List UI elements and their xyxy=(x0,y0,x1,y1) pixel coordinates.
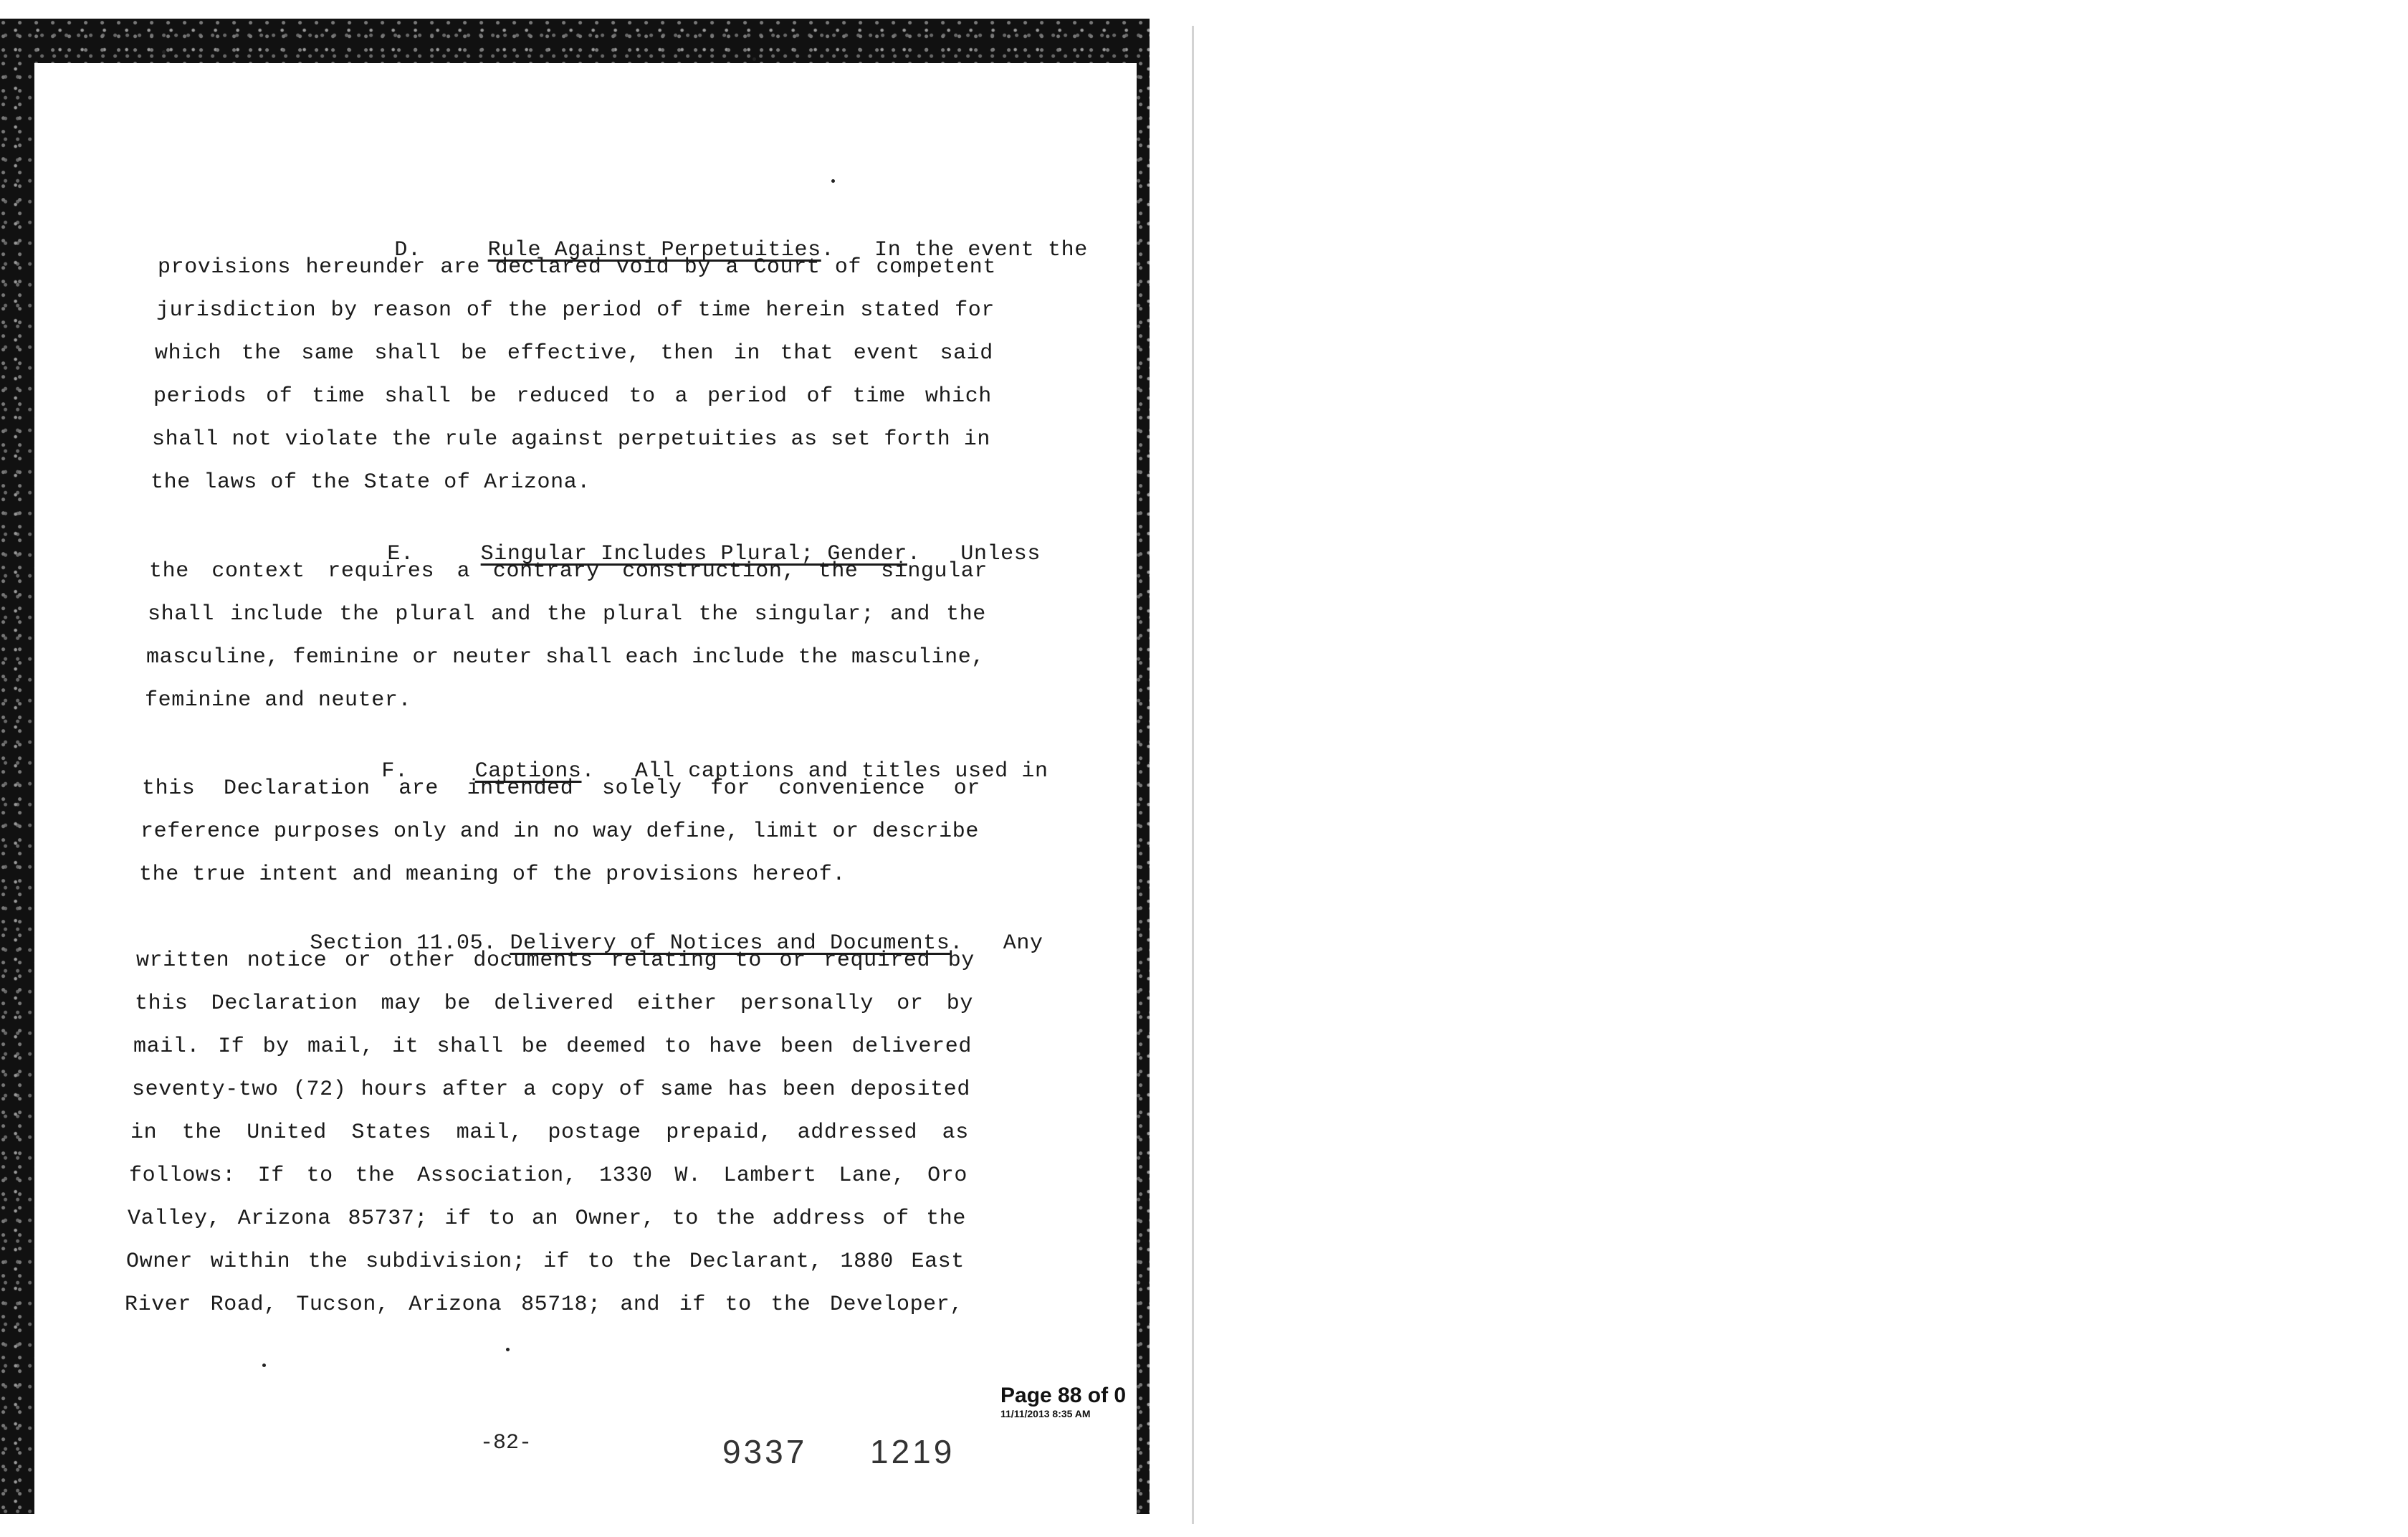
word: herein xyxy=(765,298,846,323)
text-line xyxy=(156,298,995,323)
word: seventy-two xyxy=(132,1077,279,1102)
word: if xyxy=(679,1293,706,1317)
word: by xyxy=(947,948,975,973)
scan-speck xyxy=(506,1348,510,1351)
text-line xyxy=(128,1206,966,1232)
word: neuter xyxy=(452,645,532,670)
word: required xyxy=(823,948,931,973)
word: hereunder xyxy=(305,255,426,280)
heading-section-title: Delivery of Notices and Documents xyxy=(510,931,950,956)
heading-d-title: Rule Against Perpetuities xyxy=(487,238,821,262)
word: are xyxy=(440,255,481,280)
page-stamp-timestamp: 11/11/2013 8:35 AM xyxy=(1000,1408,1091,1419)
word: to xyxy=(725,1293,752,1317)
word: rule xyxy=(444,427,498,452)
word: the xyxy=(698,602,739,627)
word: a xyxy=(523,1077,537,1102)
word: same xyxy=(660,1077,714,1102)
word: relating xyxy=(611,948,718,973)
word: purposes xyxy=(273,819,381,844)
word: reason xyxy=(371,298,452,323)
word: personally xyxy=(740,991,874,1016)
word: prepaid, xyxy=(666,1120,773,1145)
word: delivered xyxy=(494,991,614,1016)
word: a xyxy=(674,384,689,409)
word: be xyxy=(444,991,471,1016)
word: Road, xyxy=(210,1293,277,1317)
word: for xyxy=(955,298,995,323)
word: been xyxy=(782,1077,836,1102)
word: the xyxy=(715,1207,756,1231)
text-line xyxy=(129,1163,968,1189)
recorded-page-number: 1219 xyxy=(870,1433,955,1470)
word: the xyxy=(181,1120,222,1145)
word: against xyxy=(511,427,605,452)
word: masculine, xyxy=(146,645,280,670)
word: Declaration xyxy=(223,776,371,801)
text-line xyxy=(133,1034,972,1060)
word: this xyxy=(135,991,188,1016)
word: stated xyxy=(860,298,940,323)
word: reduced xyxy=(516,384,610,409)
word: in xyxy=(513,819,540,844)
word: W. xyxy=(674,1164,702,1188)
word: requires xyxy=(328,559,435,584)
word: the xyxy=(631,1250,672,1274)
word: solely xyxy=(601,776,682,801)
word: in xyxy=(963,427,990,452)
word: by xyxy=(946,991,973,1016)
word: plural xyxy=(395,602,476,627)
word: Association, xyxy=(417,1164,578,1188)
word: reference xyxy=(140,819,261,844)
text-line xyxy=(130,1120,969,1146)
word: or xyxy=(897,991,924,1016)
word: within xyxy=(210,1250,291,1274)
word: an xyxy=(531,1207,559,1231)
word: other xyxy=(388,948,456,973)
page-stamp-suffix: 0 xyxy=(1114,1384,1127,1407)
word: period xyxy=(707,384,788,409)
word: time xyxy=(852,384,907,409)
word: the xyxy=(926,1207,966,1231)
word: has xyxy=(727,1077,768,1102)
word: in xyxy=(130,1120,158,1145)
word: to xyxy=(587,1250,614,1274)
word: 1330 xyxy=(599,1164,653,1188)
word: shall xyxy=(384,384,452,409)
page-stamp xyxy=(1000,1384,1151,1419)
text-line xyxy=(140,819,979,844)
word: each xyxy=(625,645,679,670)
text-line xyxy=(155,341,993,366)
word: the xyxy=(818,559,859,584)
word: are xyxy=(398,776,439,801)
word: Arizona xyxy=(408,1293,502,1317)
word: not xyxy=(231,427,272,452)
word: which xyxy=(155,341,222,366)
word: to xyxy=(735,948,762,973)
word: deemed xyxy=(566,1034,646,1059)
word: Lane, xyxy=(838,1164,906,1188)
word: (72) xyxy=(292,1077,347,1102)
word: the xyxy=(391,427,432,452)
word: and xyxy=(491,602,531,627)
word: Owner, xyxy=(575,1207,656,1231)
word: delivered xyxy=(851,1034,972,1059)
book-number: 9337 xyxy=(722,1433,808,1470)
word: shall xyxy=(148,602,215,627)
word: singular xyxy=(881,559,988,584)
word: by xyxy=(262,1034,290,1059)
word: then xyxy=(660,341,715,366)
word: plural xyxy=(602,602,683,627)
heading-section-11-05: Section 11.05. Delivery of Notices and Documents. Any xyxy=(310,931,1043,956)
word: copy xyxy=(550,1077,605,1102)
word: the xyxy=(507,298,548,323)
word: in xyxy=(733,341,760,366)
page-stamp-label: Page 88 of xyxy=(1000,1384,1109,1407)
word: be xyxy=(470,384,497,409)
word: the xyxy=(770,1293,811,1317)
folio-number: -82- xyxy=(480,1431,532,1455)
text-line xyxy=(126,1249,965,1275)
word: shall xyxy=(152,427,219,452)
heading-d: D. Rule Against Perpetuities. In the event the xyxy=(394,238,1088,262)
word: 85737; xyxy=(348,1207,429,1231)
heading-f-title: Captions xyxy=(474,759,582,784)
text-line xyxy=(142,776,980,801)
word: it xyxy=(392,1034,419,1059)
word: if xyxy=(444,1207,472,1231)
word: the xyxy=(307,1250,348,1274)
word: If xyxy=(218,1034,245,1059)
word: 85718; xyxy=(521,1293,601,1317)
word: Arizona xyxy=(237,1207,331,1231)
word: Declaration xyxy=(211,991,358,1016)
word: if xyxy=(543,1250,570,1274)
word: or xyxy=(953,776,980,801)
word: to xyxy=(664,1034,692,1059)
word: Tucson, xyxy=(296,1293,390,1317)
text-line: the true intent and meaning of the provisions hereof. xyxy=(139,862,846,887)
word: postage xyxy=(548,1120,641,1145)
word: after xyxy=(441,1077,509,1102)
word: as xyxy=(790,427,818,452)
word: notice xyxy=(247,948,328,973)
word: define, xyxy=(646,819,740,844)
word: have xyxy=(709,1034,763,1059)
word: of xyxy=(618,1077,646,1102)
word: a xyxy=(725,255,739,280)
word: States xyxy=(351,1120,432,1145)
text-line: feminine and neuter. xyxy=(145,688,412,713)
word: or xyxy=(344,948,372,973)
word: to xyxy=(672,1207,699,1231)
word: provisions xyxy=(158,255,292,280)
word: singular; xyxy=(754,602,875,627)
word: shall xyxy=(545,645,613,670)
word: the xyxy=(798,645,838,670)
word: include xyxy=(230,602,324,627)
word: been xyxy=(780,1034,834,1059)
word: construction, xyxy=(622,559,796,584)
word: Court xyxy=(753,255,821,280)
scan-speck xyxy=(752,57,756,61)
word: Developer, xyxy=(829,1293,963,1317)
text-line xyxy=(136,948,975,974)
heading-e: E. Singular Includes Plural; Gender. Unless xyxy=(387,542,1041,566)
word: may xyxy=(381,991,421,1016)
word: Owner xyxy=(126,1250,194,1274)
word: or xyxy=(412,645,439,670)
word: shall xyxy=(436,1034,504,1059)
word: convenience xyxy=(778,776,926,801)
word: this xyxy=(142,776,196,801)
word: periods xyxy=(153,384,247,409)
word: said xyxy=(940,341,993,366)
word: include xyxy=(692,645,785,670)
word: mail. xyxy=(133,1034,201,1059)
word: addressed xyxy=(797,1120,918,1145)
text-line xyxy=(153,384,992,409)
scan-speck xyxy=(262,1364,266,1367)
word: the xyxy=(547,602,587,627)
word: the xyxy=(241,341,282,366)
word: of xyxy=(834,255,862,280)
page-divider xyxy=(1192,26,1194,1524)
text-line xyxy=(149,558,988,584)
word: intended xyxy=(467,776,574,801)
word: and xyxy=(890,602,930,627)
word: masculine, xyxy=(851,645,985,670)
word: to xyxy=(488,1207,515,1231)
word: and xyxy=(459,819,500,844)
word: the xyxy=(339,602,380,627)
word: which xyxy=(924,384,992,409)
word: a xyxy=(457,559,471,584)
word: be xyxy=(521,1034,548,1059)
word: or xyxy=(832,819,859,844)
word: effective, xyxy=(507,341,641,366)
word: perpetuities xyxy=(617,427,778,452)
heading-f: F. Captions. All captions and titles used in xyxy=(381,759,1048,784)
word: documents xyxy=(473,948,593,973)
word: jurisdiction xyxy=(156,298,317,323)
word: mail, xyxy=(456,1120,523,1145)
word: Oro xyxy=(927,1164,968,1188)
word: River xyxy=(125,1293,192,1317)
word: hours xyxy=(360,1077,428,1102)
word: for xyxy=(710,776,750,801)
word: be xyxy=(461,341,488,366)
word: time xyxy=(312,384,366,409)
word: describe xyxy=(872,819,979,844)
text-line xyxy=(146,644,985,670)
word: context xyxy=(211,559,305,584)
word: the xyxy=(946,602,986,627)
text-line xyxy=(158,254,996,280)
text-line xyxy=(132,1077,970,1103)
word: limit xyxy=(752,819,820,844)
word: of xyxy=(656,298,684,323)
word: by xyxy=(330,298,358,323)
word: to xyxy=(629,384,656,409)
text-line xyxy=(135,991,973,1017)
text-line xyxy=(125,1292,963,1318)
word: set xyxy=(831,427,871,452)
word: Declarant, xyxy=(689,1250,823,1274)
word: If xyxy=(257,1164,285,1188)
word: of xyxy=(882,1207,909,1231)
word: no xyxy=(553,819,580,844)
word: contrary xyxy=(492,559,600,584)
word: only xyxy=(393,819,447,844)
word: United xyxy=(247,1120,327,1145)
word: address xyxy=(772,1207,866,1231)
word: the xyxy=(149,559,189,584)
word: East xyxy=(911,1250,965,1274)
word: 1880 xyxy=(840,1250,894,1274)
word: and xyxy=(620,1293,661,1317)
word: event xyxy=(853,341,920,366)
word: as xyxy=(942,1120,969,1145)
word: feminine xyxy=(292,645,400,670)
word: deposited xyxy=(850,1077,970,1102)
word: shall xyxy=(374,341,441,366)
word: the xyxy=(355,1164,396,1188)
word: of xyxy=(466,298,494,323)
word: that xyxy=(780,341,834,366)
scan-speck xyxy=(831,179,835,183)
word: either xyxy=(637,991,717,1016)
word: void xyxy=(616,255,670,280)
word: or xyxy=(779,948,806,973)
word: written xyxy=(136,948,230,973)
word: forth xyxy=(884,427,951,452)
word: of xyxy=(806,384,833,409)
text-line xyxy=(152,427,990,452)
text-line xyxy=(148,601,986,627)
word: by xyxy=(684,255,711,280)
word: of xyxy=(266,384,293,409)
word: period xyxy=(562,298,642,323)
word: time xyxy=(697,298,752,323)
word: competent xyxy=(876,255,996,280)
scan-speck xyxy=(162,50,166,54)
text-line: the laws of the State of Arizona. xyxy=(150,470,591,495)
word: way xyxy=(593,819,634,844)
heading-e-title: Singular Includes Plural; Gender xyxy=(480,542,907,566)
word: violate xyxy=(285,427,378,452)
word: same xyxy=(301,341,355,366)
word: Lambert xyxy=(723,1164,817,1188)
word: declared xyxy=(494,255,602,280)
word: to xyxy=(306,1164,333,1188)
word: follows: xyxy=(129,1164,236,1188)
word: mail, xyxy=(307,1034,374,1059)
word: subdivision; xyxy=(366,1250,526,1274)
word: Valley, xyxy=(128,1207,221,1231)
